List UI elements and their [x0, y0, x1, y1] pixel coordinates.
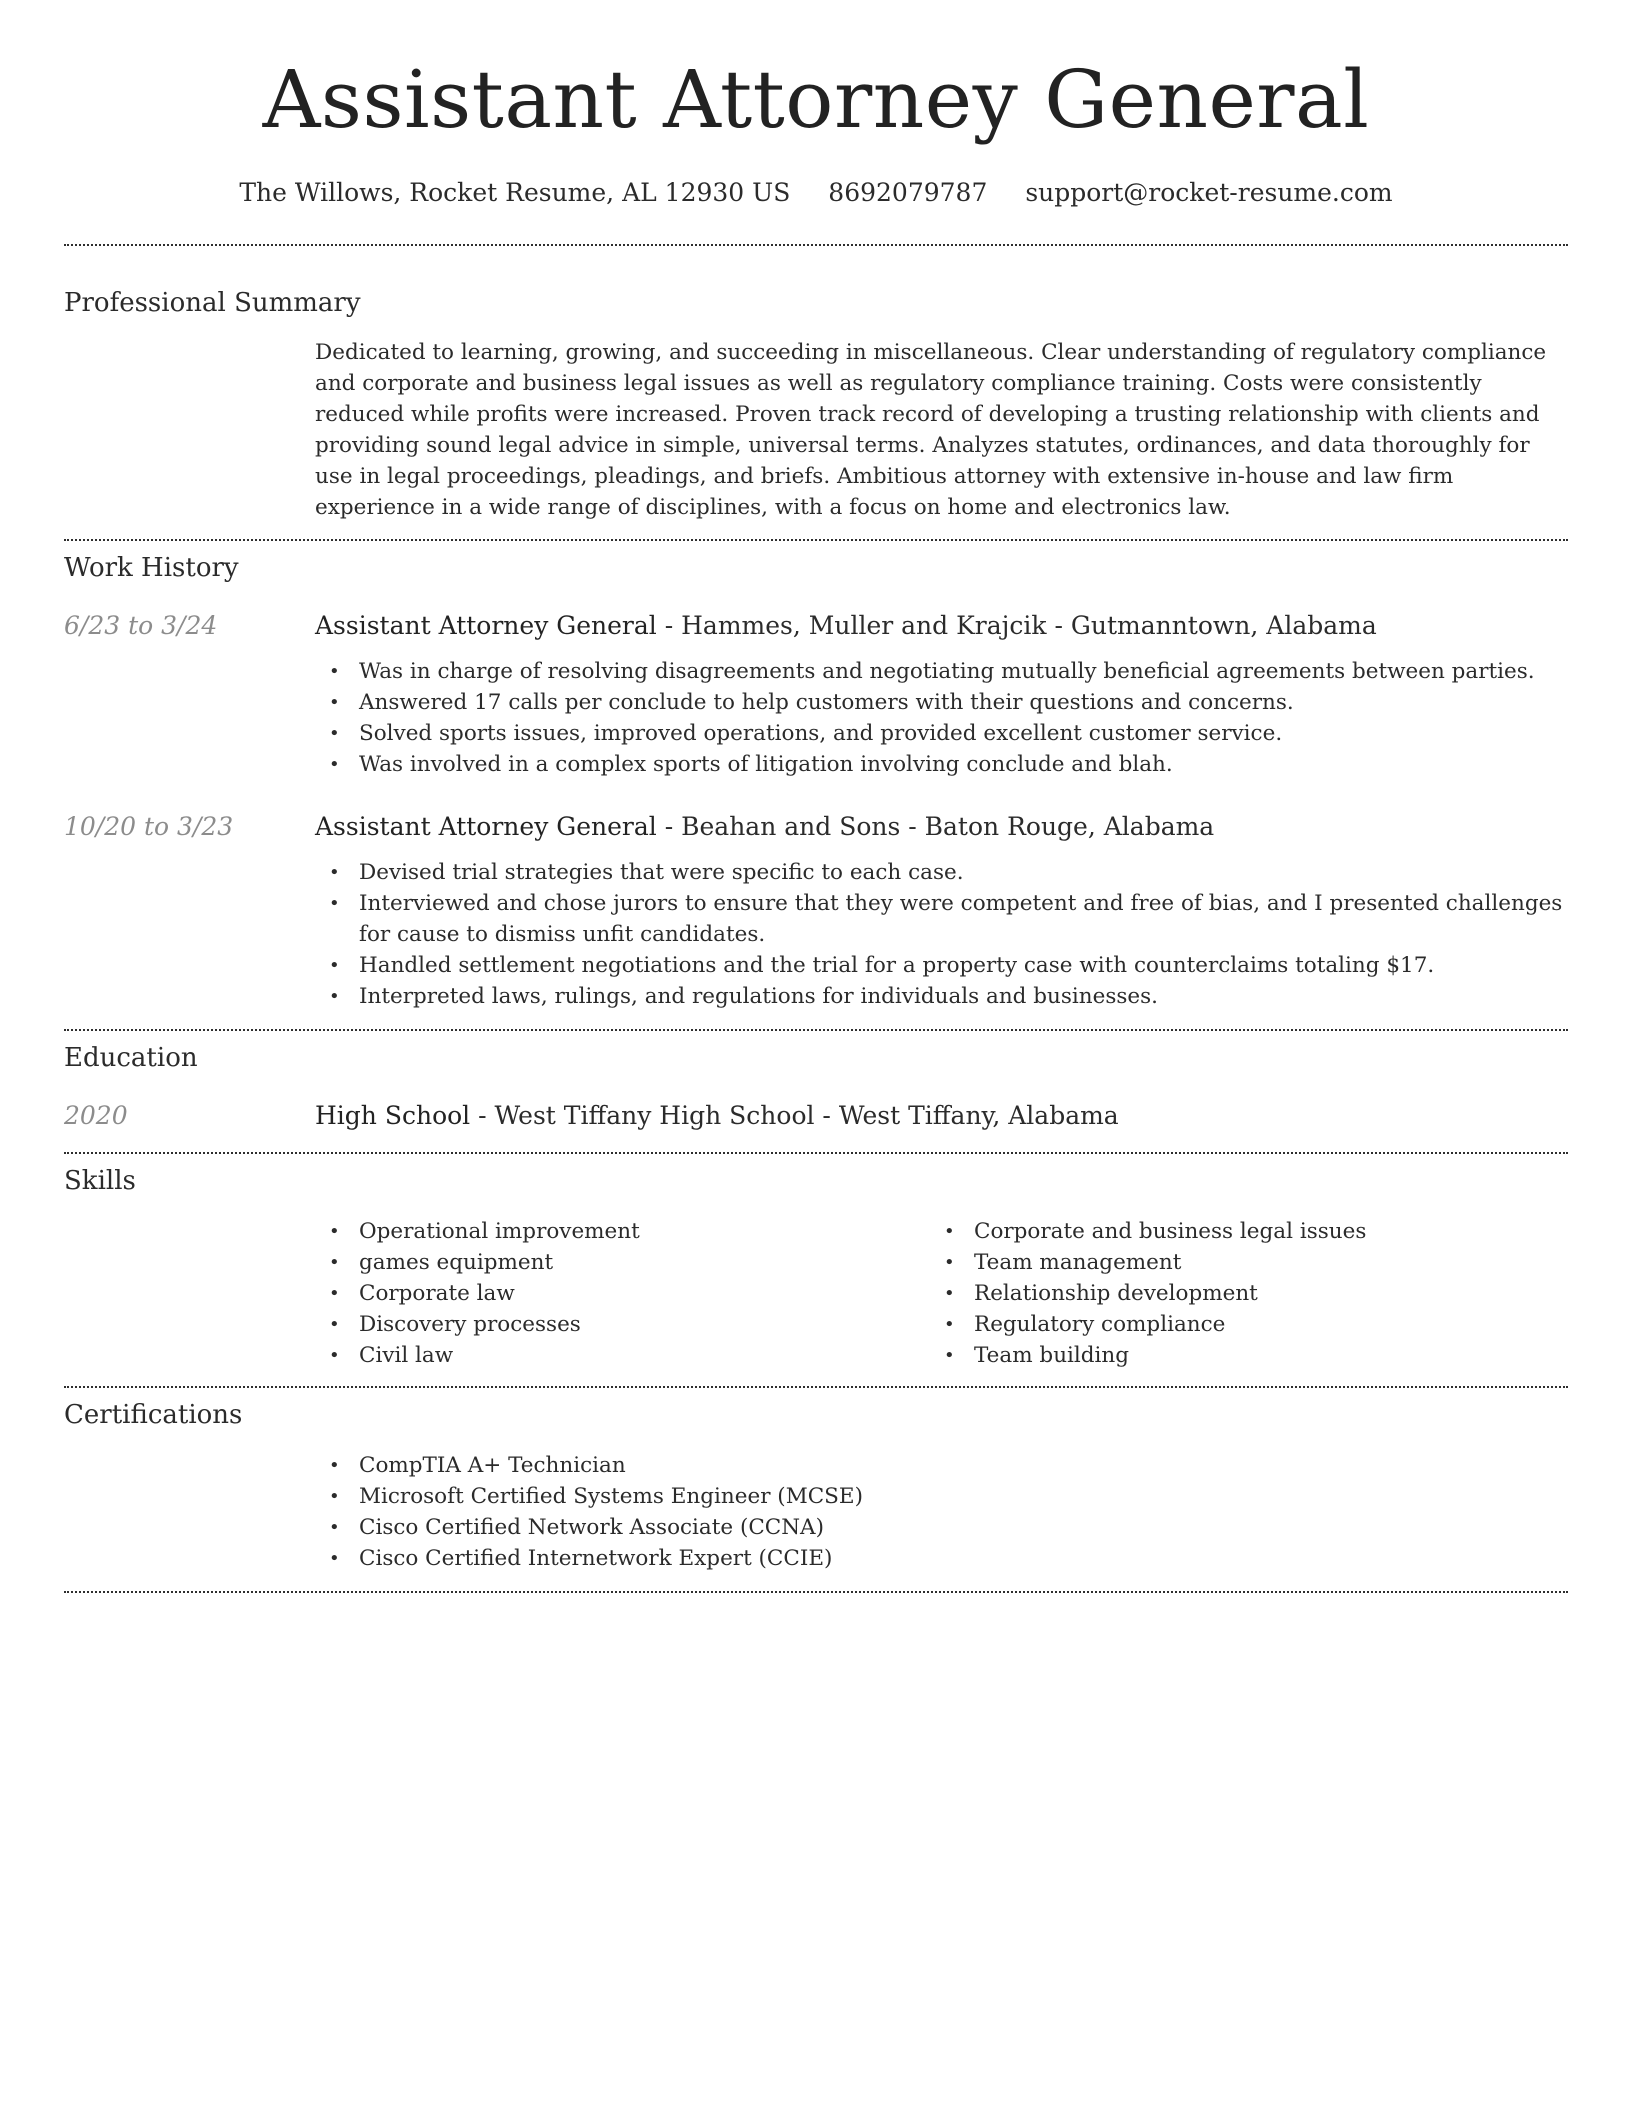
list-item: • Corporate and business legal issues — [930, 1216, 1545, 1247]
job-heading — [315, 609, 1568, 643]
list-item: • Interpreted laws, rulings, and regulations for individuals and businesses. — [315, 981, 1568, 1012]
resume-name: Assistant Attorney General — [262, 53, 1370, 146]
divider — [64, 1386, 1568, 1388]
education-entry — [64, 1099, 1568, 1133]
contact-line — [64, 176, 1568, 210]
list-item: • Civil law — [315, 1340, 930, 1371]
list-item: • Discovery processes — [315, 1309, 930, 1340]
certifications-list — [315, 1450, 1568, 1574]
list-item: • Cisco Certified Internetwork Expert (CCIE) — [315, 1543, 1568, 1574]
job-entry — [64, 609, 1568, 780]
certifications-title: Certifications — [64, 1400, 243, 1430]
education-section — [64, 1041, 1568, 1133]
work-section — [64, 551, 1568, 1012]
job-dates: 6/23 to 3/24 — [64, 611, 218, 640]
list-item: • CompTIA A+ Technician — [315, 1450, 1568, 1481]
skills-title: Skills — [64, 1166, 136, 1196]
list-item: • Was in charge of resolving disagreements and negotiating mutually beneficial agreements between parties. — [315, 656, 1568, 687]
contact-address: The Willows, Rocket Resume, AL 12930 US — [239, 178, 791, 207]
list-item: • Handled settlement negotiations and the trial for a property case with counterclaims totaling $17. — [315, 950, 1568, 981]
skills-list-right — [930, 1216, 1545, 1371]
divider — [64, 539, 1568, 541]
list-item: • Relationship development — [930, 1278, 1545, 1309]
education-title: Education — [64, 1043, 198, 1073]
contact-phone: 8692079787 — [828, 178, 988, 207]
certifications-section — [64, 1398, 1568, 1574]
list-item: • games equipment — [315, 1247, 930, 1278]
divider — [64, 1591, 1568, 1593]
job-entry — [64, 810, 1568, 1012]
divider — [64, 244, 1568, 246]
list-item: • Microsoft Certified Systems Engineer (MCSE) — [315, 1481, 1568, 1512]
summary-text: Dedicated to learning, growing, and succeeding in miscellaneous. Clear understanding of regulatory compliance and corporate and business legal issues as well as regulatory compliance training. Costs were consistently reduced while profits were increased. Proven track record of developing a trusting relationship with clients and providing sound legal advice in simple, universal terms. Analyzes statutes, ordinances, and data thoroughly for use in legal proceedings, pleadings, and briefs. Ambitious attorney with extensive in-house and law firm experience in a wide range of disciplines, with a focus on home and electronics law. — [315, 340, 1547, 520]
list-item: • Cisco Certified Network Associate (CCNA) — [315, 1512, 1568, 1543]
list-item: • Team building — [930, 1340, 1545, 1371]
summary-title: Professional Summary — [64, 288, 361, 318]
list-item: • Devised trial strategies that were specific to each case. — [315, 857, 1568, 888]
summary-section — [64, 286, 1568, 523]
job-heading — [315, 810, 1568, 844]
job-employer: - Beahan and Sons - Baton Rouge, Alabama — [656, 812, 1215, 841]
skills-section — [64, 1164, 1568, 1371]
education-degree: High School — [315, 1101, 471, 1130]
list-item: • Interviewed and chose jurors to ensure that they were competent and free of bias, and I presented challenges for cause to dismiss unfit candidates. — [315, 888, 1568, 950]
list-item: • Was involved in a complex sports of litigation involving conclude and blah. — [315, 749, 1568, 780]
divider — [64, 1029, 1568, 1031]
work-title: Work History — [64, 553, 239, 583]
resume-page — [64, 0, 1568, 1593]
job-role: Assistant Attorney General — [315, 611, 657, 640]
skills-list-left — [315, 1216, 930, 1371]
list-item: • Corporate law — [315, 1278, 930, 1309]
contact-email: support@rocket-resume.com — [1025, 178, 1393, 207]
list-item: • Answered 17 calls per conclude to help customers with their questions and concerns. — [315, 687, 1568, 718]
list-item: • Operational improvement — [315, 1216, 930, 1247]
education-school: - West Tiffany High School - West Tiffany, Alabama — [470, 1101, 1119, 1130]
job-bullets — [315, 656, 1568, 780]
list-item: • Regulatory compliance — [930, 1309, 1545, 1340]
skills-columns — [315, 1216, 1568, 1371]
job-dates: 10/20 to 3/23 — [64, 812, 234, 841]
education-year: 2020 — [64, 1101, 128, 1130]
education-heading — [315, 1099, 1568, 1133]
job-bullets — [315, 857, 1568, 1012]
list-item: • Team management — [930, 1247, 1545, 1278]
list-item: • Solved sports issues, improved operations, and provided excellent customer service. — [315, 718, 1568, 749]
divider — [64, 1152, 1568, 1154]
job-employer: - Hammes, Muller and Krajcik - Gutmanntown, Alabama — [656, 611, 1377, 640]
job-role: Assistant Attorney General — [315, 812, 657, 841]
